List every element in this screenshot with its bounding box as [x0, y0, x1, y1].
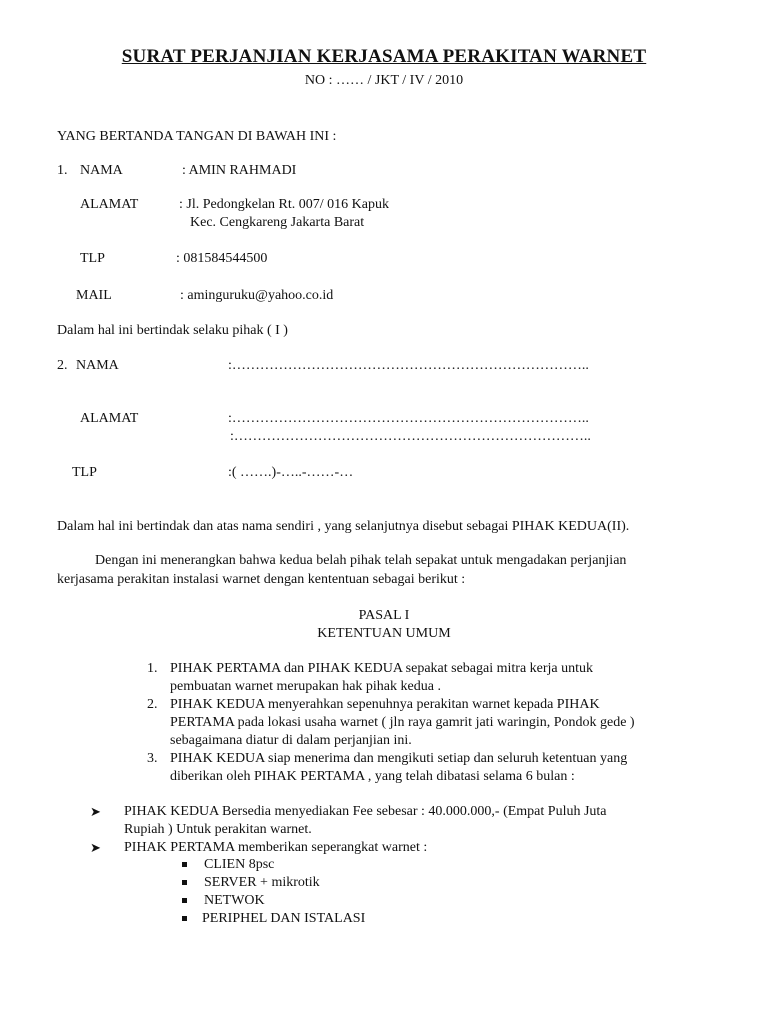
party-2-alamat-line2: :………………………………………………………………….. — [230, 429, 591, 444]
sub-bullet-item: NETWOK — [204, 893, 265, 908]
square-bullet-icon — [182, 874, 187, 892]
pasal-item-line: PIHAK KEDUA menyerahkan sepenuhnya perakitan warnet kepada PIHAK — [170, 697, 600, 712]
arrow-point-line: Rupiah ) Untuk perakitan warnet. — [124, 822, 312, 837]
party-1-alamat-label: ALAMAT — [80, 197, 139, 212]
pasal-item-line: PERTAMA pada lokasi usaha warnet ( jln raya gamrit jati waringin, Pondok gede ) — [170, 715, 635, 730]
party-1-nama-value: : AMIN RAHMADI — [182, 163, 297, 178]
pasal-item-line: diberikan oleh PIHAK PERTAMA , yang telah dibatasi selama 6 bulan : — [170, 769, 575, 784]
sub-bullet-item: PERIPHEL DAN ISTALASI — [202, 911, 366, 926]
pasal-item-num: 3. — [147, 751, 158, 766]
arrow-point-line: PIHAK PERTAMA memberikan seperangkat warnet : — [124, 840, 428, 855]
party-1-tlp-label: TLP — [80, 251, 105, 266]
arrow-point-line: PIHAK KEDUA Bersedia menyediakan Fee sebesar : 40.000.000,- (Empat Puluh Juta — [124, 804, 607, 819]
party-2-tlp-label: TLP — [72, 465, 97, 480]
party-2-alamat-label: ALAMAT — [80, 411, 139, 426]
party-1-alamat-line1: : Jl. Pedongkelan Rt. 007/ 016 Kapuk — [179, 197, 389, 212]
party-1-alamat-line2: Kec. Cengkareng Jakarta Barat — [190, 215, 365, 230]
party-1-nama-label: NAMA — [80, 163, 123, 178]
square-bullet-icon — [182, 856, 187, 874]
pasal-item-line: pembuatan warnet merupakan hak pihak kedua . — [170, 679, 441, 694]
square-bullet-icon — [182, 910, 187, 928]
pasal-item-line: sebagaimana diatur di dalam perjanjian ini. — [170, 733, 412, 748]
party-2-alamat-line1: :………………………………………………………………….. — [228, 411, 589, 426]
party-1-role: Dalam hal ini bertindak selaku pihak ( I ) — [57, 323, 288, 338]
intro-line: YANG BERTANDA TANGAN DI BAWAH INI : — [57, 129, 337, 144]
document-number: NO : …… / JKT / IV / 2010 — [304, 73, 464, 88]
party-2-role: Dalam hal ini bertindak dan atas nama sendiri , yang selanjutnya disebut sebagai PIHAK KEDUA(II). — [57, 519, 630, 534]
preamble-line-1: Dengan ini menerangkan bahwa kedua belah pihak telah sepakat untuk mengadakan perjanjian — [95, 553, 627, 568]
pasal-item-line: PIHAK KEDUA siap menerima dan mengikuti setiap dan seluruh ketentuan yang — [170, 751, 628, 766]
pasal-subheading: KETENTUAN UMUM — [317, 626, 451, 641]
pasal-item-num: 2. — [147, 697, 158, 712]
party-1-mail-value: : aminguruku@yahoo.co.id — [180, 288, 334, 303]
preamble-line-2: kerjasama perakitan instalasi warnet dengan kententuan sebagai berikut : — [57, 572, 466, 587]
party-2-tlp-value: :( …….)-…..-……-… — [228, 465, 354, 480]
pasal-heading: PASAL I — [358, 608, 410, 623]
sub-bullet-item: CLIEN 8psc — [204, 857, 275, 872]
pasal-item-num: 1. — [147, 661, 158, 676]
arrow-bullet-icon: ➤ — [90, 840, 101, 855]
party-2-nama-label: NAMA — [76, 358, 119, 373]
document-title: SURAT PERJANJIAN KERJASAMA PERAKITAN WARNET — [121, 46, 647, 67]
party-1-tlp-value: : 081584544500 — [176, 251, 268, 266]
arrow-bullet-icon: ➤ — [90, 804, 101, 819]
square-bullet-icon — [182, 892, 187, 910]
party-1-mail-label: MAIL — [76, 288, 112, 303]
party-2-nama-value: :………………………………………………………………….. — [228, 358, 589, 373]
party-2-number: 2. — [57, 358, 68, 373]
sub-bullet-item: SERVER + mikrotik — [204, 875, 320, 890]
pasal-item-line: PIHAK PERTAMA dan PIHAK KEDUA sepakat sebagai mitra kerja untuk — [170, 661, 594, 676]
party-1-number: 1. — [57, 163, 68, 178]
